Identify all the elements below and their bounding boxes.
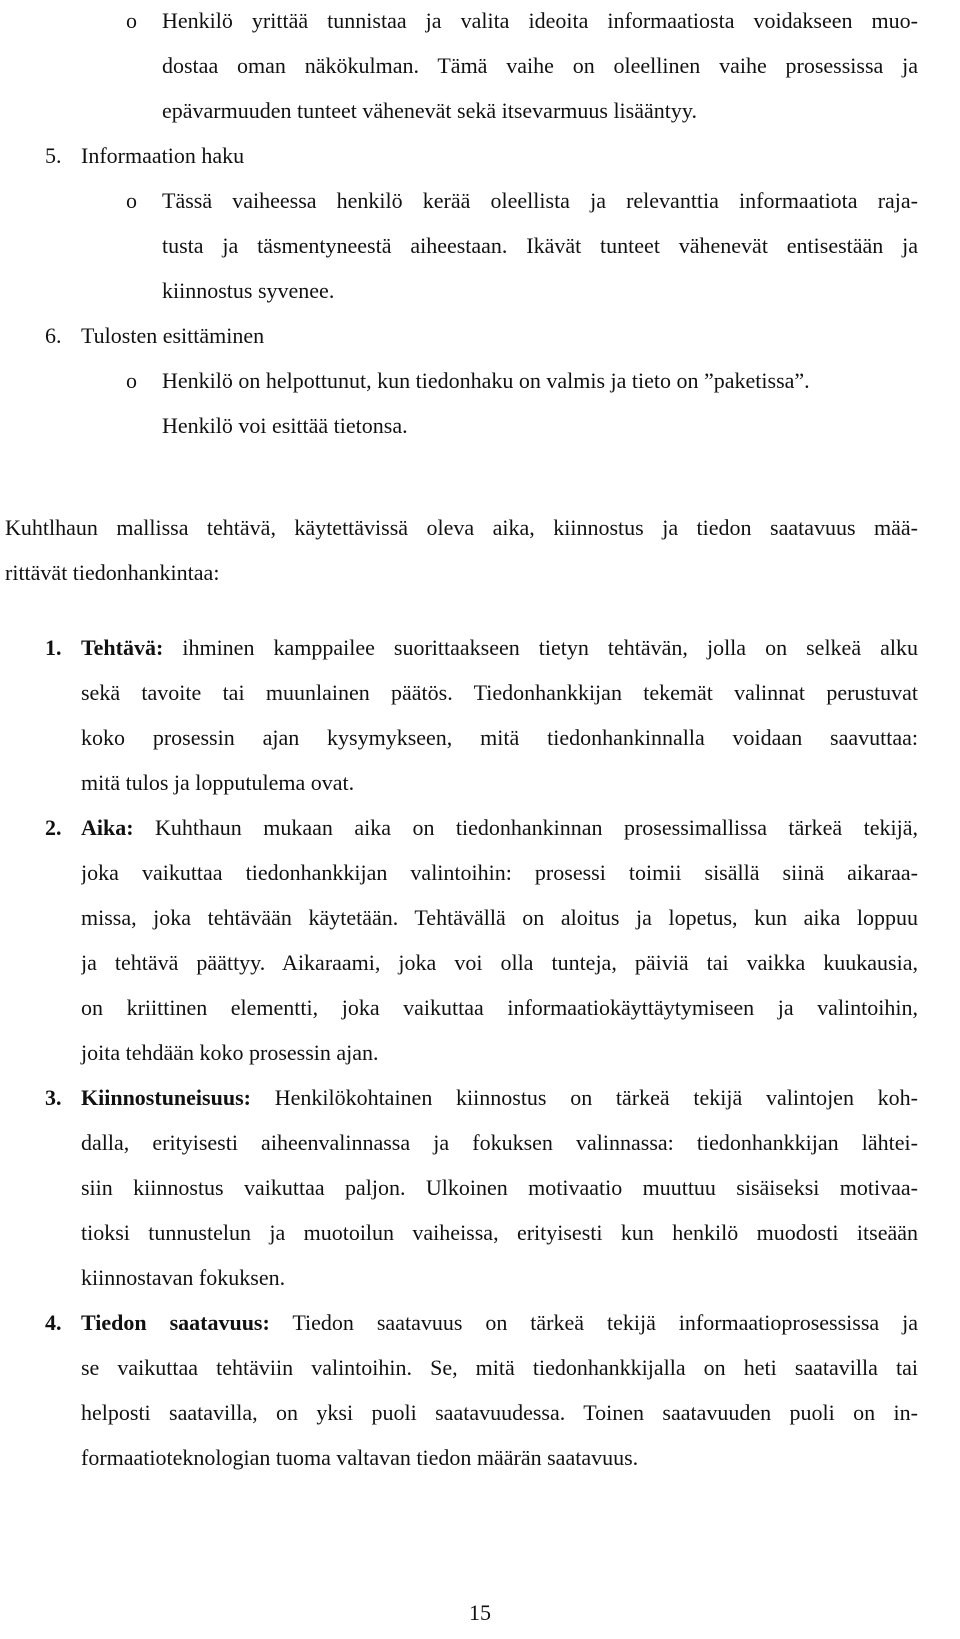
- factor-first-line: Kiinnostuneisuus: Henkilökohtainen kiinnostus on tärkeä tekijä valintojen koh-: [81, 1085, 918, 1110]
- paragraph-line: ja tehtävä päättyy. Aikaraami, joka voi olla tunteja, päiviä tai vaikka kuukausia,: [81, 950, 918, 975]
- paragraph-line: Tässä vaiheessa henkilö kerää oleellista ja relevanttia informaatiota raja-: [162, 188, 918, 213]
- paragraph-line: kiinnostus syvenee.: [162, 278, 335, 303]
- paragraph-line: sekä tavoite tai muunlainen päätös. Tiedonhankkijan tekemät valinnat perustuvat: [81, 680, 918, 705]
- factor-term: Kiinnostuneisuus:: [81, 1085, 251, 1110]
- factor-first-line: Tehtävä: ihminen kamppailee suorittaakseen tietyn tehtävän, jolla on selkeä alku: [81, 635, 918, 660]
- bullet-marker: o: [126, 8, 137, 33]
- factor-first-line: Tiedon saatavuus: Tiedon saatavuus on tärkeä tekijä informaatioprosessissa ja: [81, 1310, 918, 1335]
- paragraph-line: joita tehdään koko prosessin ajan.: [81, 1040, 379, 1065]
- factor-term: Tiedon saatavuus:: [81, 1310, 270, 1335]
- paragraph-line: koko prosessin ajan kysymykseen, mitä tiedonhankinnalla voidaan saavuttaa:: [81, 725, 918, 750]
- factor-number: 2.: [45, 815, 62, 840]
- bullet-marker: o: [126, 188, 137, 213]
- paragraph-line: on kriittinen elementti, joka vaikuttaa informaatiokäyttäytymiseen ja valintoihin,: [81, 995, 918, 1020]
- paragraph-line: Kuhtlhaun mallissa tehtävä, käytettävissä oleva aika, kiinnostus ja tiedon saatavuus mää-: [5, 515, 918, 540]
- paragraph-line: dostaa oman näkökulman. Tämä vaihe on oleellinen vaihe prosessissa ja: [162, 53, 918, 78]
- paragraph-line: epävarmuuden tunteet vähenevät sekä itsevarmuus lisääntyy.: [162, 98, 697, 123]
- stage-number: 5.: [45, 143, 62, 168]
- paragraph-line: tioksi tunnustelun ja muotoilun vaiheissa, erityisesti kun henkilö muodosti itseään: [81, 1220, 918, 1245]
- factor-number: 4.: [45, 1310, 62, 1335]
- bullet-marker: o: [126, 368, 137, 393]
- paragraph-line: formaatioteknologian tuoma valtavan tiedon määrän saatavuus.: [81, 1445, 639, 1470]
- page-number: 15: [469, 1600, 491, 1625]
- paragraph-line: tusta ja täsmentyneestä aiheestaan. Ikävät tunteet vähenevät entisestään ja: [162, 233, 918, 258]
- stage-title: Tulosten esittäminen: [81, 323, 265, 348]
- paragraph-line: rittävät tiedonhankintaa:: [5, 560, 220, 585]
- paragraph-line: helposti saatavilla, on yksi puoli saatavuudessa. Toinen saatavuuden puoli on in-: [81, 1400, 918, 1425]
- factor-term: Aika:: [81, 815, 134, 840]
- paragraph-line: joka vaikuttaa tiedonhankkijan valintoihin: prosessi toimii sisällä siinä aikaraa-: [81, 860, 918, 885]
- factor-number: 3.: [45, 1085, 62, 1110]
- paragraph-line: missa, joka tehtävään käytetään. Tehtävällä on aloitus ja lopetus, kun aika loppuu: [81, 905, 918, 930]
- paragraph-line: Henkilö on helpottunut, kun tiedonhaku on valmis ja tieto on ”paketissa”.: [162, 368, 810, 393]
- factor-term: Tehtävä:: [81, 635, 164, 660]
- paragraph-line: mitä tulos ja lopputulema ovat.: [81, 770, 355, 795]
- paragraph-line: se vaikuttaa tehtäviin valintoihin. Se, mitä tiedonhankkijalla on heti saatavilla tai: [81, 1355, 918, 1380]
- paragraph-line: kiinnostavan fokuksen.: [81, 1265, 286, 1290]
- paragraph-line: Henkilö voi esittää tietonsa.: [162, 413, 408, 438]
- stage-title: Informaation haku: [81, 143, 245, 168]
- paragraph-line: Henkilö yrittää tunnistaa ja valita ideoita informaatiosta voidakseen muo-: [162, 8, 918, 33]
- factor-first-line: Aika: Kuhthaun mukaan aika on tiedonhankinnan prosessimallissa tärkeä tekijä,: [81, 815, 918, 840]
- factor-number: 1.: [45, 635, 62, 660]
- paragraph-line: dalla, erityisesti aiheenvalinnassa ja fokuksen valinnassa: tiedonhankkijan lähtei-: [81, 1130, 918, 1155]
- stage-number: 6.: [45, 323, 62, 348]
- paragraph-line: siin kiinnostus vaikuttaa paljon. Ulkoinen motivaatio muuttuu sisäiseksi motivaa-: [81, 1175, 918, 1200]
